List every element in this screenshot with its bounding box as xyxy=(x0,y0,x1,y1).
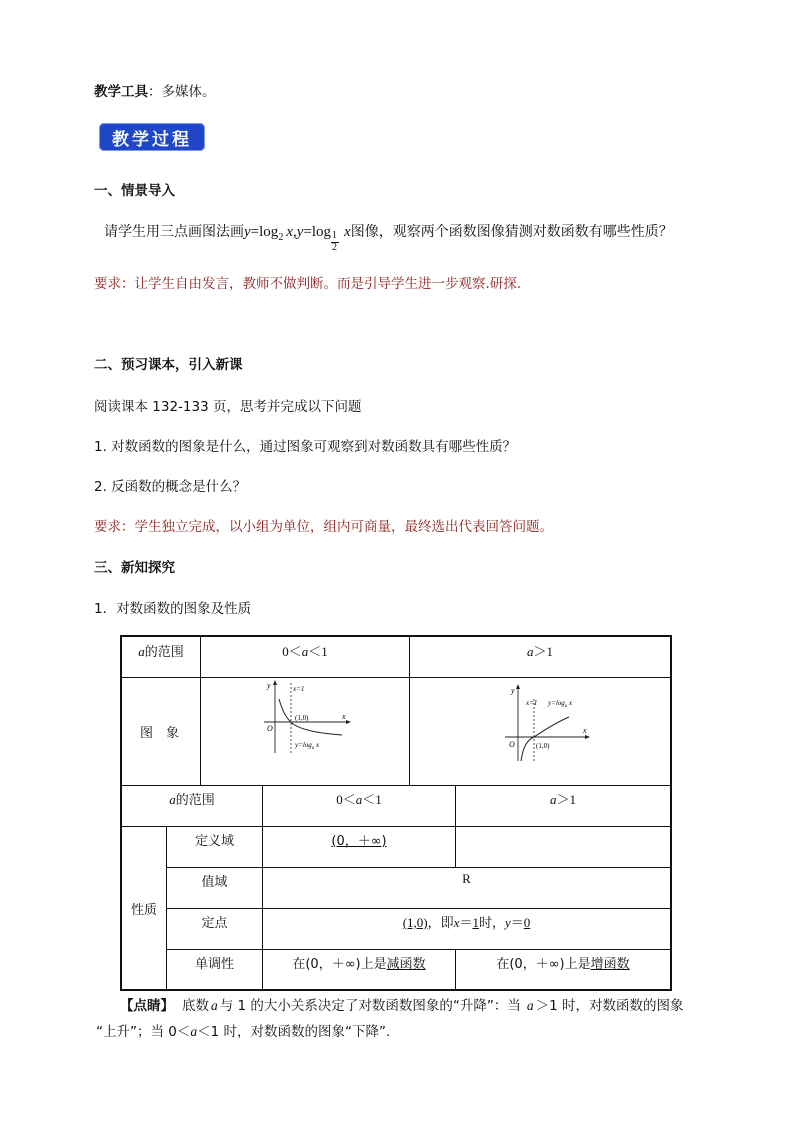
note-text-c: ＞1 时，对数函数的图象 xyxy=(535,998,684,1014)
fixed-point-coords: (1,0) xyxy=(402,915,428,930)
section1-text-before: 请学生用三点画图法画 xyxy=(104,224,244,240)
rule-h4 xyxy=(166,867,670,868)
graph1-line-label: x=1 xyxy=(293,685,305,693)
graph2-curve-text: y=log xyxy=(548,699,565,707)
note-a2: a xyxy=(526,998,534,1013)
note-a3: a xyxy=(190,1024,198,1039)
section1-text-after: 图像，观察两个函数图像猜测对数函数有哪些性质？ xyxy=(350,224,673,240)
graph-increasing-log xyxy=(499,681,591,763)
note-text-a: 底数 xyxy=(182,998,209,1014)
range-value: R xyxy=(462,871,471,886)
fixed-eq2: ＝ xyxy=(510,916,524,931)
fixed-one: 1 xyxy=(472,915,479,930)
domain-value xyxy=(263,830,455,849)
func2-base-fraction xyxy=(331,226,340,253)
mono2-pre: 在(0，＋∞)上是 xyxy=(496,957,591,972)
header2-case-gt1 xyxy=(456,789,670,808)
section2-heading: 二、预习课本，引入新课 xyxy=(94,357,243,373)
func2-base-den: 2 xyxy=(332,242,338,253)
header2-case2-a: a xyxy=(549,792,557,807)
header-a: a xyxy=(138,644,145,659)
graph1-x-label: x xyxy=(342,712,346,721)
header2-case-lt1 xyxy=(263,789,455,808)
case1-lhs: 0＜ xyxy=(282,644,302,659)
range-label: 值域 xyxy=(201,875,228,890)
graph-decreasing-log xyxy=(262,679,352,755)
section1-heading: 一、情景导入 xyxy=(94,183,175,199)
fixed-when: 时， xyxy=(478,916,505,931)
note-tag: 【点睛】 xyxy=(120,998,174,1014)
header-case-lt1 xyxy=(201,641,409,660)
section3-subheading: 1．对数函数的图象及性质 xyxy=(94,601,252,617)
monotonicity-case1 xyxy=(263,953,455,972)
section2-intro: 阅读课本 132-133 页，思考并完成以下问题 xyxy=(94,399,362,415)
domain-label: 定义域 xyxy=(194,834,234,849)
note-a1: a xyxy=(211,998,218,1013)
graph2-x-label: x xyxy=(583,726,587,735)
fixed-eq1: ＝ xyxy=(459,916,473,931)
func-comma: , xyxy=(292,224,297,240)
graph2-line-label: x=1 xyxy=(526,699,538,707)
func2-base-num: 1 xyxy=(332,230,338,241)
graph1-curve-text: y=log xyxy=(295,741,312,749)
header2-range-label xyxy=(122,789,262,808)
domain-value-text: (0，＋∞) xyxy=(331,834,387,849)
section3-heading: 三、新知探究 xyxy=(94,560,175,576)
teaching-tools-label: 教学工具 xyxy=(94,84,148,100)
header-range-text: 的范围 xyxy=(144,645,184,660)
section1-requirement: 要求：让学生自由发言，教师不做判断。而是引导学生进一步观察.研探. xyxy=(94,276,522,292)
note-line1 xyxy=(120,994,684,1014)
note-text-d: “上升”；当 0＜ xyxy=(96,1024,191,1040)
header2-case1-rhs: ＜1 xyxy=(362,792,382,807)
header2-case2-rhs: ＞1 xyxy=(556,792,576,807)
header2-case1-lhs: 0＜ xyxy=(336,792,356,807)
func2-eq: =log xyxy=(303,224,332,240)
mono2-value: 增函数 xyxy=(590,957,630,972)
graph1-curve-sub: a xyxy=(311,746,315,751)
graph2-curve xyxy=(521,717,569,761)
teaching-process-banner: 教学过程 xyxy=(99,123,205,151)
fixed-y: y xyxy=(504,915,511,930)
fixed-point-value xyxy=(263,912,670,931)
graph2-origin-label: O xyxy=(509,740,515,749)
header-range-label xyxy=(122,641,200,660)
func1-eq: =log xyxy=(250,224,279,240)
header2-a: a xyxy=(169,792,176,807)
teaching-tools-value: ：多媒体。 xyxy=(148,84,216,100)
rule-h3 xyxy=(122,826,670,827)
graph1-y-arrow xyxy=(273,680,277,685)
graph1-curve-label xyxy=(294,741,320,751)
graph1-point-label: (1,0) xyxy=(295,714,309,722)
section2-question1: 1. 对数函数的图象是什么，通过图象可观察到对数函数具有哪些性质？ xyxy=(94,439,517,455)
note-text-e: ＜1 时，对数函数的图象“下降”. xyxy=(197,1024,391,1040)
fixed-point-label: 定点 xyxy=(201,916,228,931)
rule-h2 xyxy=(122,785,670,786)
rule-h6 xyxy=(166,949,670,950)
graph1-y-label: y xyxy=(267,681,271,690)
graph2-y-label: y xyxy=(511,686,515,695)
case2-rhs: ＞1 xyxy=(533,644,553,659)
header2-range-text: 的范围 xyxy=(175,793,215,808)
header-case-gt1 xyxy=(410,641,670,660)
graph1-origin-label: O xyxy=(267,724,273,733)
case1-rhs: ＜1 xyxy=(308,644,328,659)
func1-x: x xyxy=(286,224,293,240)
monotonicity-label: 单调性 xyxy=(194,957,234,972)
case2-a: a xyxy=(526,644,534,659)
graph2-y-arrow xyxy=(516,684,520,689)
properties-label: 性质 xyxy=(130,902,157,918)
section2-question2: 2. 反函数的概念是什么？ xyxy=(94,479,247,495)
fixed-zero: 0 xyxy=(523,915,531,930)
case1-a: a xyxy=(301,644,309,659)
graph1-curve xyxy=(279,699,342,735)
mono1-pre: 在(0，＋∞)上是 xyxy=(292,957,387,972)
graph2-curve-sub: a xyxy=(564,704,568,709)
rule-h1 xyxy=(122,677,670,678)
graph1-curve-x: x xyxy=(314,741,320,749)
image-label: 图 象 xyxy=(140,726,180,741)
teaching-tools xyxy=(94,80,216,100)
graph2-curve-label xyxy=(547,699,573,709)
log-properties-table xyxy=(120,635,672,991)
note-text-b: 与 1 的大小关系决定了对数函数图象的“升降”：当 xyxy=(219,998,521,1014)
fixed-x: x xyxy=(453,915,460,930)
graph1-x-arrow xyxy=(346,720,351,724)
graph2-x-arrow xyxy=(585,735,590,739)
func1-y: y xyxy=(244,224,251,240)
note-line2 xyxy=(96,1020,390,1040)
graph2-point-label: (1,0) xyxy=(536,742,550,750)
func2-y: y xyxy=(296,224,304,240)
monotonicity-case2 xyxy=(456,953,670,972)
func2-x: x xyxy=(344,224,351,240)
mono1-value: 减函数 xyxy=(386,957,426,972)
graph2-curve-x: x xyxy=(567,699,573,707)
section1-task xyxy=(104,221,673,253)
fixed-point-mid: ，即 xyxy=(427,916,454,931)
func1-base: 2 xyxy=(278,231,284,243)
section2-requirement: 要求：学生独立完成，以小组为单位，组内可商量，最终选出代表回答问题。 xyxy=(94,519,553,535)
header2-case1-a: a xyxy=(355,792,363,807)
rule-h5 xyxy=(166,908,670,909)
